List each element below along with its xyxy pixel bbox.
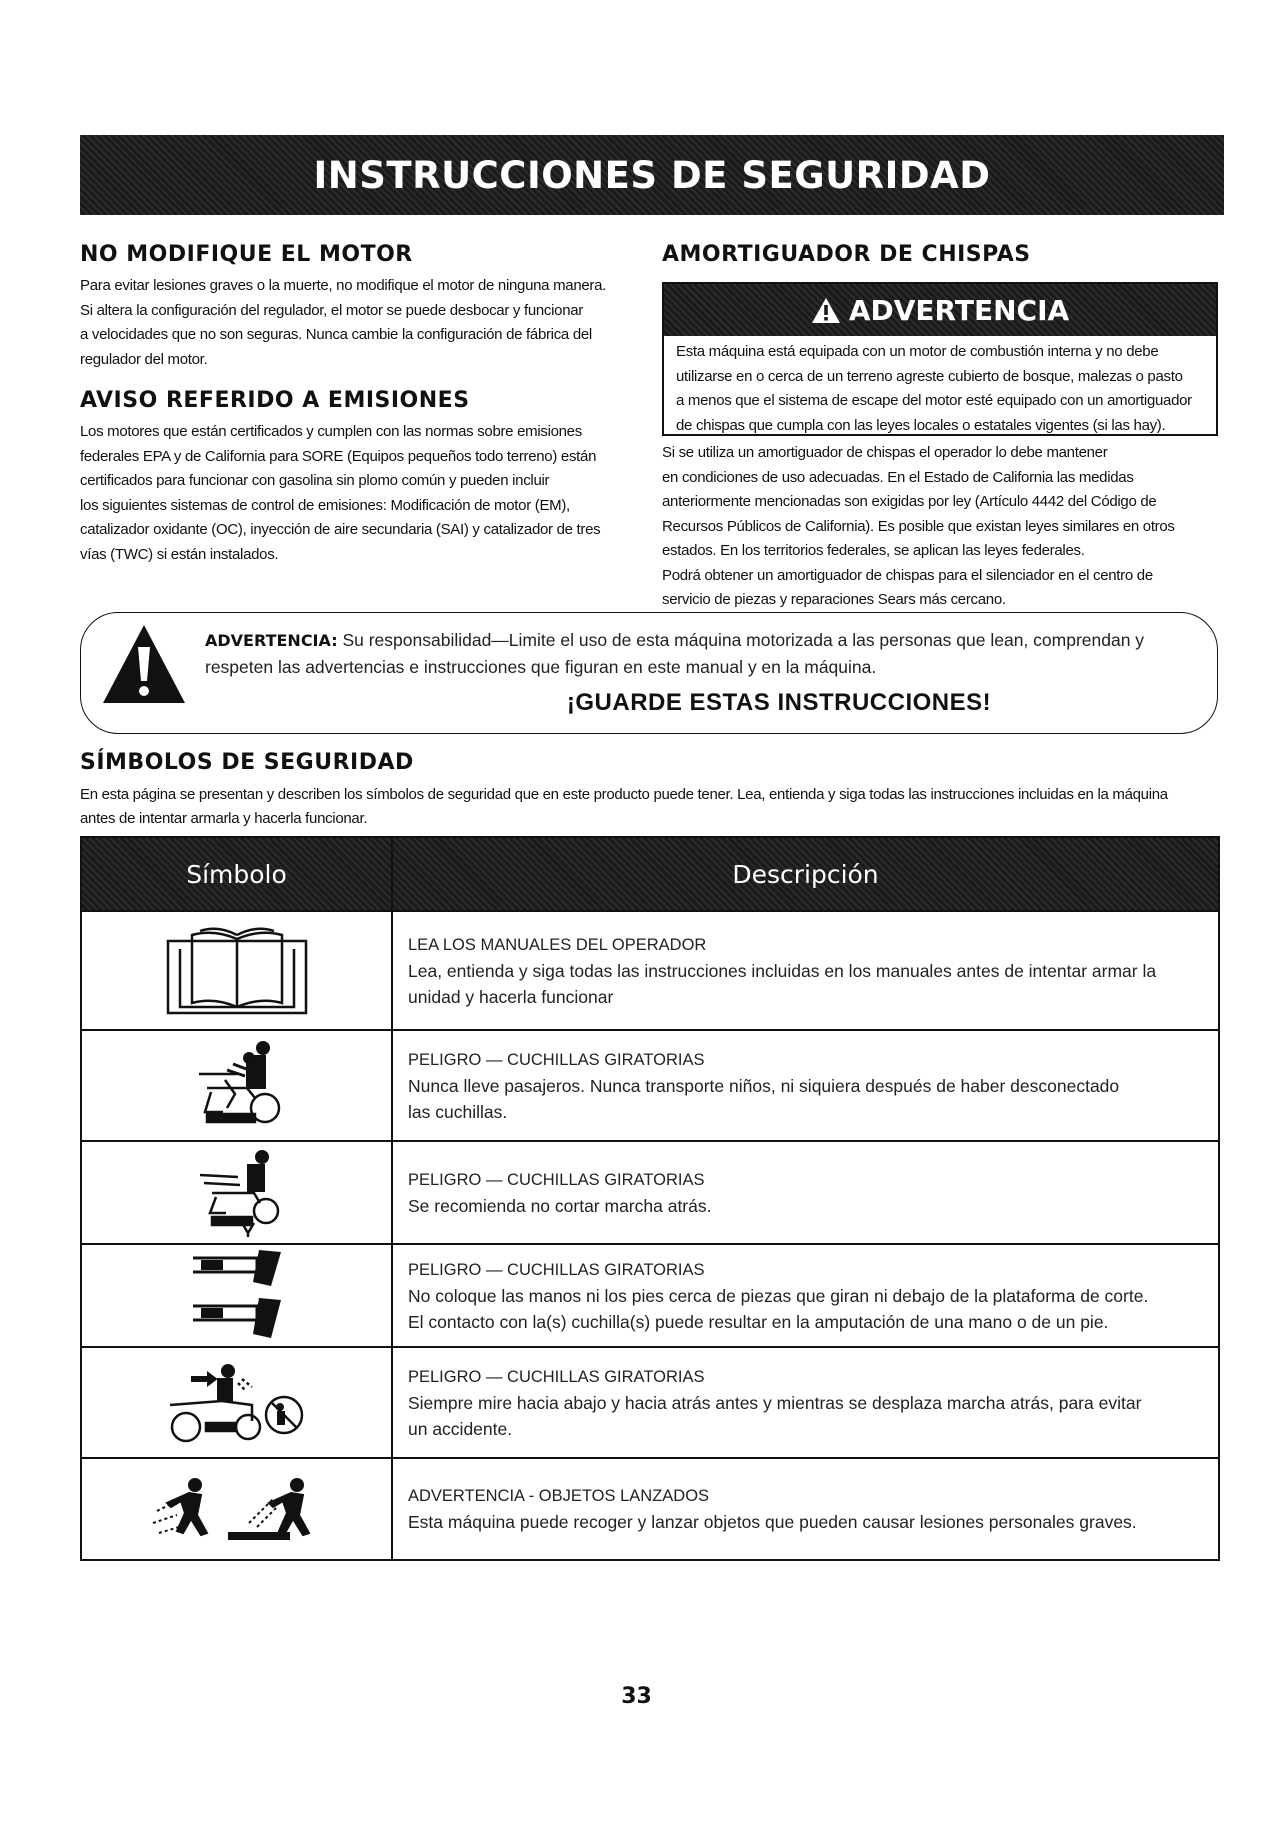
callout-label: ADVERTENCIA: [205, 631, 338, 650]
motor-text [80, 274, 606, 372]
text-line: certificados para funcionar con gasolina sin plomo común y pueden incluir [80, 472, 550, 489]
text-line: a menos que el sistema de escape del motor esté equipado con un amortiguador [676, 392, 1192, 409]
text-line: El contacto con la(s) cuchilla(s) puede resultar en la amputación de una mano o de un pie. [408, 1311, 1109, 1332]
table-row [81, 911, 1219, 1030]
warning-header [664, 284, 1216, 336]
symbol-description [408, 1193, 1204, 1219]
text-line: utilizarse en o cerca de un terreno agreste cubierto de bosque, malezas o pasto [676, 367, 1183, 385]
emissions-text [80, 420, 600, 567]
text-line: Nunca lleve pasajeros. Nunca transporte niños, ni siquiera después de haber desconectado [408, 1075, 1120, 1096]
symbols-table [80, 836, 1220, 1561]
callout-line-2: respeten las advertencias e instrucciones que figuran en este manual y en la máquina. [205, 657, 877, 677]
text-line: Recursos Públicos de California). Es posible que existan leyes similares en otros [662, 517, 1175, 535]
no-reverse-mowing-icon [182, 1147, 292, 1239]
symbol-description [408, 1390, 1204, 1442]
symbol-label: PELIGRO — CUCHILLAS GIRATORIAS [408, 1367, 705, 1386]
symbols-intro [80, 783, 1168, 831]
emissions-heading: AVISO REFERIDO A EMISIONES [80, 388, 470, 413]
symbol-label: LEA LOS MANUALES DEL OPERADOR [408, 935, 707, 954]
text-line: Esta máquina está equipada con un motor de combustión interna y no debe [676, 343, 1159, 360]
column-header-description: Descripción [392, 837, 1219, 911]
text-line: vías (TWC) si están instalados. [80, 545, 279, 563]
symbol-description [408, 1509, 1204, 1535]
text-line: Si se utiliza un amortiguador de chispas el operador lo debe mantener [662, 444, 1108, 461]
text-line: antes de intentar armarla y hacerla funcionar. [80, 810, 368, 827]
symbol-description [408, 1073, 1204, 1125]
motor-heading: NO MODIFIQUE EL MOTOR [80, 242, 413, 267]
text-line: Esta máquina puede recoger y lanzar objetos que pueden causar lesiones personales graves. [408, 1512, 1137, 1532]
symbol-label: ADVERTENCIA - OBJETOS LANZADOS [408, 1487, 710, 1505]
text-line: catalizador oxidante (OC), inyección de aire secundaria (SAI) y catalizador de tres [80, 521, 601, 538]
text-line: Se recomienda no cortar marcha atrás. [408, 1195, 712, 1216]
symbol-label: PELIGRO — CUCHILLAS GIRATORIAS [408, 1050, 705, 1069]
no-passengers-icon [177, 1036, 297, 1136]
page-number: 33 [621, 1684, 652, 1709]
page-title: INSTRUCCIONES DE SEGURIDAD [313, 153, 991, 197]
text-line: Los motores que están certificados y cumplen con las normas sobre emisiones [80, 423, 582, 440]
text-line: de chispas que cumpla con las leyes locales o estatales vigentes (si las hay). [676, 416, 1166, 434]
rotating-blades-hand-foot-icon [187, 1248, 287, 1344]
warning-text [664, 336, 1216, 438]
responsibility-callout [80, 612, 1218, 734]
table-row [81, 1244, 1219, 1347]
symbol-label: PELIGRO — CUCHILLAS GIRATORIAS [408, 1260, 705, 1279]
text-line: en condiciones de uso adecuadas. En el Estado de California las medidas [662, 468, 1134, 486]
warning-title: ADVERTENCIA [848, 293, 1070, 327]
text-line: unidad y hacerla funcionar [408, 986, 614, 1007]
text-line: Siempre mire hacia abajo y hacia atrás antes y mientras se desplaza marcha atrás, para evitar [408, 1392, 1142, 1413]
table-row [81, 1458, 1219, 1560]
text-line: Para evitar lesiones graves o la muerte, no modifique el motor de ninguna manera. [80, 277, 607, 294]
spark-arrester-heading: AMORTIGUADOR DE CHISPAS [662, 242, 1031, 267]
callout-line-1: Su responsabilidad—Limite el uso de esta máquina motorizada a las personas que lean, comprendan y [337, 630, 1145, 650]
thrown-objects-icon [137, 1471, 337, 1547]
text-line: No coloque las manos ni los pies cerca de piezas que giran ni debajo de la plataforma de corte. [408, 1285, 1149, 1306]
text-line: En esta página se presentan y describen los símbolos de seguridad que en este producto puede tener. Lea, entienda y siga todas las instrucciones incluidas en la máquina [80, 786, 1168, 803]
spark-arrester-text [662, 441, 1175, 613]
text-line: un accidente. [408, 1418, 513, 1439]
text-line: federales EPA y de California para SORE (Equipos pequeños todo terreno) están [80, 447, 597, 465]
warning-triangle-icon [811, 297, 841, 324]
text-line: Lea, entienda y siga todas las instrucciones incluidas en los manuales antes de intentar armar la [408, 960, 1157, 981]
text-line: Si altera la configuración del regulador, el motor se puede desbocar y funcionar [80, 301, 583, 319]
symbols-heading: SÍMBOLOS DE SEGURIDAD [80, 750, 414, 775]
save-instructions: ¡GUARDE ESTAS INSTRUCCIONES! [566, 689, 992, 716]
text-line: a velocidades que no son seguras. Nunca cambie la configuración de fábrica del [80, 326, 592, 343]
column-header-symbol: Símbolo [81, 837, 392, 911]
text-line: Podrá obtener un amortiguador de chispas para el silenciador en el centro de [662, 566, 1153, 584]
table-row [81, 1347, 1219, 1458]
table-row [81, 1141, 1219, 1244]
text-line: servicio de piezas y reparaciones Sears más cercano. [662, 591, 1006, 608]
text-line: los siguientes sistemas de control de emisiones: Modificación de motor (EM), [80, 496, 570, 514]
spark-warning-box [662, 282, 1218, 436]
symbol-label: PELIGRO — CUCHILLAS GIRATORIAS [408, 1170, 705, 1189]
title-banner [80, 135, 1224, 215]
text-line: regulador del motor. [80, 350, 208, 368]
table-row [81, 1030, 1219, 1141]
text-line: las cuchillas. [408, 1101, 508, 1122]
symbol-description [408, 1283, 1204, 1335]
look-behind-reversing-icon [162, 1361, 312, 1445]
operator-manual-icon [162, 921, 312, 1021]
text-line: estados. En los territorios federales, se aplican las leyes federales. [662, 542, 1085, 559]
symbol-description [408, 958, 1204, 1010]
text-line: anteriormente mencionadas son exigidas por ley (Artículo 4442 del Código de [662, 493, 1157, 510]
